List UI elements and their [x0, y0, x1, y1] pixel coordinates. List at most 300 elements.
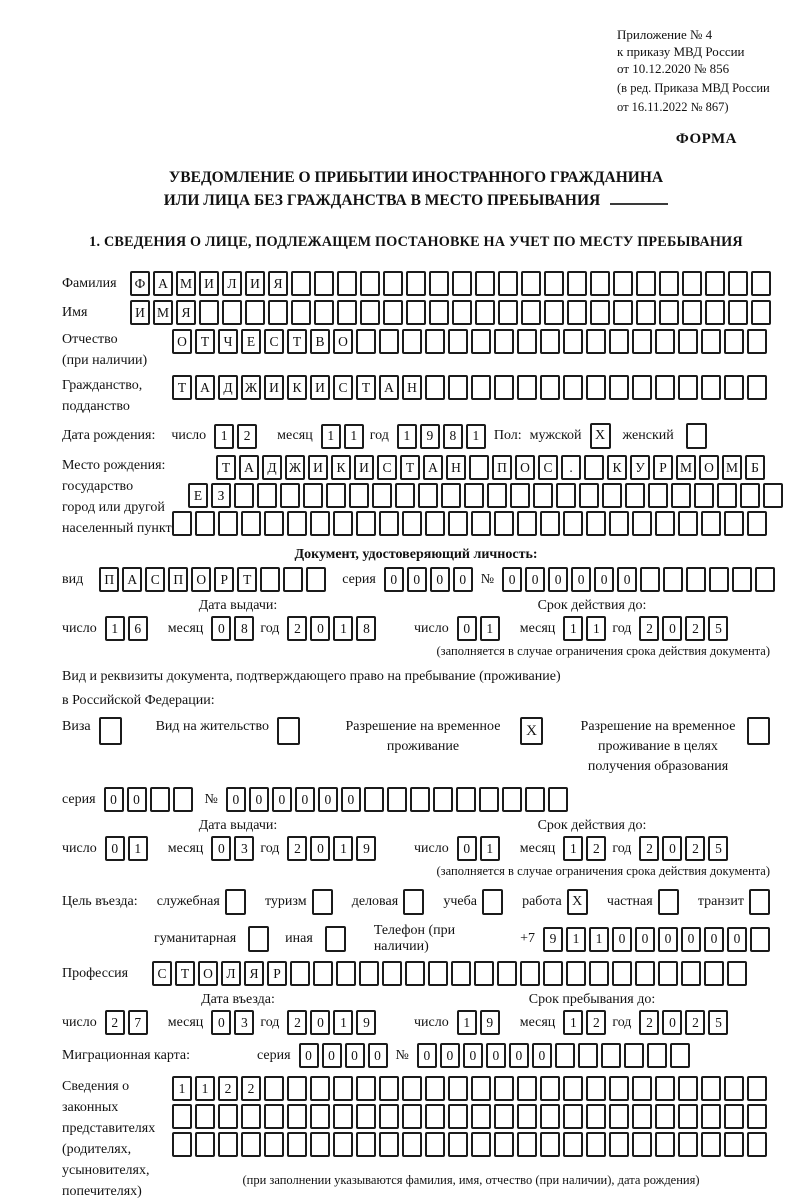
purpose-other-checkbox[interactable] — [325, 926, 346, 952]
form-cell[interactable]: 2 — [237, 424, 257, 449]
form-cell[interactable]: 0 — [295, 787, 315, 812]
form-cell[interactable] — [567, 271, 587, 296]
form-cell[interactable] — [314, 271, 334, 296]
form-cell[interactable] — [425, 511, 445, 536]
form-cell[interactable]: М — [722, 455, 742, 480]
form-cell[interactable]: Т — [195, 329, 215, 354]
form-cell[interactable] — [452, 271, 472, 296]
form-cell[interactable] — [755, 567, 775, 592]
form-cell[interactable] — [701, 1076, 721, 1101]
form-cell[interactable] — [635, 961, 655, 986]
form-cell[interactable]: 2 — [241, 1076, 261, 1101]
form-cell[interactable] — [701, 1132, 721, 1157]
form-cell[interactable] — [173, 787, 193, 812]
form-cell[interactable] — [356, 329, 376, 354]
form-cell[interactable]: З — [211, 483, 231, 508]
form-cell[interactable]: 0 — [463, 1043, 483, 1068]
form-cell[interactable]: И — [308, 455, 328, 480]
form-cell[interactable] — [172, 1104, 192, 1129]
form-cell[interactable] — [452, 300, 472, 325]
form-cell[interactable] — [625, 483, 645, 508]
form-cell[interactable] — [747, 329, 767, 354]
form-cell[interactable] — [681, 961, 701, 986]
form-cell[interactable] — [425, 1132, 445, 1157]
form-cell[interactable]: Ж — [241, 375, 261, 400]
form-cell[interactable] — [356, 1132, 376, 1157]
form-cell[interactable]: 1 — [333, 836, 353, 861]
form-cell[interactable] — [475, 300, 495, 325]
form-cell[interactable]: 0 — [345, 1043, 365, 1068]
form-cell[interactable] — [670, 1043, 690, 1068]
form-cell[interactable] — [728, 300, 748, 325]
form-cell[interactable] — [613, 300, 633, 325]
form-cell[interactable]: 0 — [635, 927, 655, 952]
form-cell[interactable] — [494, 375, 514, 400]
form-cell[interactable]: 2 — [218, 1076, 238, 1101]
form-cell[interactable] — [402, 1104, 422, 1129]
form-cell[interactable] — [525, 787, 545, 812]
form-cell[interactable]: 0 — [594, 567, 614, 592]
form-cell[interactable] — [448, 1076, 468, 1101]
form-cell[interactable]: М — [676, 455, 696, 480]
form-cell[interactable]: А — [122, 567, 142, 592]
form-cell[interactable] — [694, 483, 714, 508]
form-cell[interactable]: А — [153, 271, 173, 296]
form-cell[interactable]: С — [145, 567, 165, 592]
form-cell[interactable]: 7 — [128, 1010, 148, 1035]
form-cell[interactable]: 0 — [384, 567, 404, 592]
form-cell[interactable]: У — [630, 455, 650, 480]
form-cell[interactable] — [750, 927, 770, 952]
form-cell[interactable]: Н — [446, 455, 466, 480]
form-cell[interactable] — [494, 329, 514, 354]
form-cell[interactable]: Я — [268, 271, 288, 296]
form-cell[interactable] — [747, 511, 767, 536]
form-cell[interactable]: 0 — [548, 567, 568, 592]
form-cell[interactable] — [336, 961, 356, 986]
form-cell[interactable] — [333, 511, 353, 536]
form-cell[interactable] — [241, 1104, 261, 1129]
form-cell[interactable] — [382, 961, 402, 986]
form-cell[interactable] — [517, 1104, 537, 1129]
form-cell[interactable]: Т — [356, 375, 376, 400]
form-cell[interactable] — [632, 511, 652, 536]
form-cell[interactable] — [303, 483, 323, 508]
form-cell[interactable] — [479, 787, 499, 812]
form-cell[interactable]: 8 — [234, 616, 254, 641]
form-cell[interactable] — [602, 483, 622, 508]
form-cell[interactable] — [751, 300, 771, 325]
form-cell[interactable] — [632, 1104, 652, 1129]
form-cell[interactable] — [222, 300, 242, 325]
form-cell[interactable] — [724, 375, 744, 400]
form-cell[interactable]: О — [191, 567, 211, 592]
form-cell[interactable] — [425, 1104, 445, 1129]
form-cell[interactable] — [701, 329, 721, 354]
form-cell[interactable] — [586, 1132, 606, 1157]
form-cell[interactable] — [218, 511, 238, 536]
form-cell[interactable] — [333, 1076, 353, 1101]
form-cell[interactable]: Р — [214, 567, 234, 592]
form-cell[interactable] — [502, 787, 522, 812]
form-cell[interactable] — [379, 1132, 399, 1157]
form-cell[interactable]: 1 — [333, 616, 353, 641]
form-cell[interactable] — [648, 483, 668, 508]
form-cell[interactable] — [474, 961, 494, 986]
form-cell[interactable] — [406, 271, 426, 296]
form-cell[interactable] — [448, 511, 468, 536]
form-cell[interactable]: 0 — [658, 927, 678, 952]
form-cell[interactable] — [671, 483, 691, 508]
form-cell[interactable]: 0 — [407, 567, 427, 592]
form-cell[interactable] — [257, 483, 277, 508]
form-cell[interactable] — [563, 375, 583, 400]
form-cell[interactable] — [387, 787, 407, 812]
form-cell[interactable]: 1 — [214, 424, 234, 449]
form-cell[interactable] — [520, 961, 540, 986]
form-cell[interactable] — [218, 1104, 238, 1129]
form-cell[interactable]: С — [538, 455, 558, 480]
form-cell[interactable] — [747, 1132, 767, 1157]
form-cell[interactable]: Е — [188, 483, 208, 508]
form-cell[interactable]: И — [354, 455, 374, 480]
form-cell[interactable] — [632, 375, 652, 400]
form-cell[interactable] — [543, 961, 563, 986]
form-cell[interactable]: 1 — [457, 1010, 477, 1035]
form-cell[interactable] — [448, 375, 468, 400]
form-cell[interactable]: И — [264, 375, 284, 400]
form-cell[interactable] — [497, 961, 517, 986]
form-cell[interactable]: И — [245, 271, 265, 296]
form-cell[interactable]: Т — [175, 961, 195, 986]
form-cell[interactable] — [563, 329, 583, 354]
form-cell[interactable]: 0 — [612, 927, 632, 952]
form-cell[interactable]: 1 — [563, 616, 583, 641]
form-cell[interactable] — [517, 1132, 537, 1157]
form-cell[interactable] — [517, 329, 537, 354]
form-cell[interactable] — [540, 1132, 560, 1157]
form-cell[interactable] — [678, 1104, 698, 1129]
form-cell[interactable] — [544, 300, 564, 325]
form-cell[interactable] — [678, 511, 698, 536]
form-cell[interactable]: 0 — [727, 927, 747, 952]
form-cell[interactable]: М — [176, 271, 196, 296]
form-cell[interactable]: Т — [287, 329, 307, 354]
form-cell[interactable] — [241, 1132, 261, 1157]
form-cell[interactable] — [747, 1104, 767, 1129]
form-cell[interactable]: 1 — [466, 424, 486, 449]
form-cell[interactable]: 0 — [105, 836, 125, 861]
form-cell[interactable]: 3 — [234, 1010, 254, 1035]
form-cell[interactable]: 2 — [685, 836, 705, 861]
form-cell[interactable] — [337, 271, 357, 296]
form-cell[interactable]: 0 — [704, 927, 724, 952]
form-cell[interactable] — [609, 1132, 629, 1157]
form-cell[interactable] — [428, 961, 448, 986]
gender-female-checkbox[interactable] — [686, 423, 707, 449]
form-cell[interactable]: Т — [216, 455, 236, 480]
form-cell[interactable]: 0 — [457, 836, 477, 861]
form-cell[interactable] — [260, 567, 280, 592]
purpose-work-checkbox[interactable]: X — [567, 889, 588, 915]
form-cell[interactable] — [609, 329, 629, 354]
form-cell[interactable] — [544, 271, 564, 296]
form-cell[interactable] — [590, 271, 610, 296]
form-cell[interactable]: . — [561, 455, 581, 480]
form-cell[interactable]: А — [239, 455, 259, 480]
form-cell[interactable] — [632, 329, 652, 354]
form-cell[interactable]: 0 — [486, 1043, 506, 1068]
form-cell[interactable] — [567, 300, 587, 325]
form-cell[interactable] — [360, 300, 380, 325]
form-cell[interactable]: 5 — [708, 616, 728, 641]
form-cell[interactable] — [584, 455, 604, 480]
form-cell[interactable] — [556, 483, 576, 508]
form-cell[interactable] — [359, 961, 379, 986]
form-cell[interactable] — [663, 567, 683, 592]
form-cell[interactable] — [586, 511, 606, 536]
form-cell[interactable] — [425, 375, 445, 400]
form-cell[interactable]: 0 — [272, 787, 292, 812]
purpose-humanitarian-checkbox[interactable] — [248, 926, 269, 952]
form-cell[interactable]: 2 — [287, 1010, 307, 1035]
form-cell[interactable] — [268, 300, 288, 325]
form-cell[interactable]: 0 — [430, 567, 450, 592]
form-cell[interactable] — [425, 1076, 445, 1101]
form-cell[interactable] — [451, 961, 471, 986]
form-cell[interactable]: 9 — [356, 836, 376, 861]
form-cell[interactable]: 0 — [532, 1043, 552, 1068]
form-cell[interactable] — [172, 1132, 192, 1157]
form-cell[interactable]: 2 — [287, 616, 307, 641]
form-cell[interactable]: 0 — [617, 567, 637, 592]
form-cell[interactable] — [218, 1132, 238, 1157]
form-cell[interactable] — [640, 567, 660, 592]
form-cell[interactable] — [471, 1132, 491, 1157]
form-cell[interactable] — [241, 511, 261, 536]
form-cell[interactable] — [747, 375, 767, 400]
form-cell[interactable] — [655, 1104, 675, 1129]
form-cell[interactable]: 2 — [639, 1010, 659, 1035]
form-cell[interactable] — [717, 483, 737, 508]
form-cell[interactable]: Т — [400, 455, 420, 480]
form-cell[interactable]: 1 — [333, 1010, 353, 1035]
form-cell[interactable]: 0 — [249, 787, 269, 812]
form-cell[interactable] — [287, 1132, 307, 1157]
form-cell[interactable] — [356, 1104, 376, 1129]
form-cell[interactable]: 9 — [420, 424, 440, 449]
form-cell[interactable]: 0 — [211, 1010, 231, 1035]
form-cell[interactable]: Ж — [285, 455, 305, 480]
form-cell[interactable]: И — [130, 300, 150, 325]
form-cell[interactable] — [310, 1104, 330, 1129]
form-cell[interactable] — [456, 787, 476, 812]
form-cell[interactable]: 0 — [662, 616, 682, 641]
form-cell[interactable] — [402, 511, 422, 536]
form-cell[interactable] — [326, 483, 346, 508]
form-cell[interactable] — [704, 961, 724, 986]
form-cell[interactable] — [471, 1104, 491, 1129]
form-cell[interactable]: 1 — [480, 836, 500, 861]
form-cell[interactable]: 0 — [226, 787, 246, 812]
form-cell[interactable]: К — [331, 455, 351, 480]
form-cell[interactable]: 6 — [128, 616, 148, 641]
form-cell[interactable]: П — [168, 567, 188, 592]
form-cell[interactable] — [724, 1132, 744, 1157]
form-cell[interactable] — [433, 787, 453, 812]
form-cell[interactable]: 1 — [128, 836, 148, 861]
form-cell[interactable] — [540, 1104, 560, 1129]
form-cell[interactable] — [264, 1104, 284, 1129]
form-cell[interactable]: Д — [262, 455, 282, 480]
form-cell[interactable] — [747, 1076, 767, 1101]
form-cell[interactable]: 9 — [356, 1010, 376, 1035]
form-cell[interactable]: А — [379, 375, 399, 400]
form-cell[interactable] — [448, 329, 468, 354]
form-cell[interactable] — [287, 1104, 307, 1129]
form-cell[interactable] — [732, 567, 752, 592]
form-cell[interactable]: 2 — [287, 836, 307, 861]
form-cell[interactable] — [563, 1104, 583, 1129]
form-cell[interactable] — [372, 483, 392, 508]
form-cell[interactable] — [586, 1076, 606, 1101]
form-cell[interactable] — [471, 329, 491, 354]
form-cell[interactable]: 0 — [571, 567, 591, 592]
form-cell[interactable] — [609, 511, 629, 536]
form-cell[interactable] — [647, 1043, 667, 1068]
form-cell[interactable] — [498, 300, 518, 325]
form-cell[interactable] — [310, 1132, 330, 1157]
form-cell[interactable]: 0 — [525, 567, 545, 592]
form-cell[interactable] — [763, 483, 783, 508]
purpose-study-checkbox[interactable] — [482, 889, 503, 915]
form-cell[interactable]: Л — [221, 961, 241, 986]
form-cell[interactable]: 2 — [639, 616, 659, 641]
form-cell[interactable]: Ф — [130, 271, 150, 296]
form-cell[interactable] — [313, 961, 333, 986]
form-cell[interactable] — [682, 300, 702, 325]
form-cell[interactable] — [245, 300, 265, 325]
form-cell[interactable]: 0 — [440, 1043, 460, 1068]
form-cell[interactable] — [306, 567, 326, 592]
form-cell[interactable]: 0 — [211, 616, 231, 641]
form-cell[interactable] — [724, 1104, 744, 1129]
form-cell[interactable]: П — [492, 455, 512, 480]
form-cell[interactable] — [555, 1043, 575, 1068]
form-cell[interactable] — [471, 1076, 491, 1101]
form-cell[interactable]: Р — [267, 961, 287, 986]
form-cell[interactable] — [418, 483, 438, 508]
form-cell[interactable] — [333, 1132, 353, 1157]
form-cell[interactable] — [563, 1132, 583, 1157]
form-cell[interactable]: 1 — [563, 1010, 583, 1035]
form-cell[interactable] — [578, 1043, 598, 1068]
purpose-transit-checkbox[interactable] — [749, 889, 770, 915]
form-cell[interactable] — [195, 511, 215, 536]
form-cell[interactable]: 0 — [368, 1043, 388, 1068]
form-cell[interactable] — [406, 300, 426, 325]
form-cell[interactable] — [310, 511, 330, 536]
form-cell[interactable] — [517, 1076, 537, 1101]
form-cell[interactable] — [566, 961, 586, 986]
form-cell[interactable]: 2 — [685, 1010, 705, 1035]
form-cell[interactable] — [310, 1076, 330, 1101]
form-cell[interactable]: 2 — [586, 1010, 606, 1035]
visa-checkbox[interactable] — [99, 717, 122, 745]
form-cell[interactable] — [548, 787, 568, 812]
form-cell[interactable]: О — [198, 961, 218, 986]
form-cell[interactable] — [586, 375, 606, 400]
form-cell[interactable]: 2 — [639, 836, 659, 861]
form-cell[interactable] — [379, 1076, 399, 1101]
form-cell[interactable] — [540, 511, 560, 536]
form-cell[interactable] — [395, 483, 415, 508]
form-cell[interactable] — [659, 271, 679, 296]
form-cell[interactable] — [517, 511, 537, 536]
form-cell[interactable] — [402, 1132, 422, 1157]
purpose-business-checkbox[interactable] — [403, 889, 424, 915]
form-cell[interactable]: Б — [745, 455, 765, 480]
form-cell[interactable] — [563, 511, 583, 536]
form-cell[interactable] — [494, 1104, 514, 1129]
form-cell[interactable] — [705, 300, 725, 325]
form-cell[interactable] — [383, 300, 403, 325]
form-cell[interactable] — [709, 567, 729, 592]
form-cell[interactable]: К — [607, 455, 627, 480]
form-cell[interactable] — [658, 961, 678, 986]
residence-permit-checkbox[interactable] — [277, 717, 300, 745]
form-cell[interactable]: 0 — [502, 567, 522, 592]
form-cell[interactable] — [724, 511, 744, 536]
form-cell[interactable]: 8 — [443, 424, 463, 449]
form-cell[interactable] — [360, 271, 380, 296]
form-cell[interactable] — [632, 1076, 652, 1101]
form-cell[interactable]: 1 — [172, 1076, 192, 1101]
form-cell[interactable]: 0 — [662, 836, 682, 861]
form-cell[interactable] — [264, 1076, 284, 1101]
form-cell[interactable] — [655, 329, 675, 354]
form-cell[interactable]: Т — [172, 375, 192, 400]
form-cell[interactable] — [405, 961, 425, 986]
form-cell[interactable] — [705, 271, 725, 296]
form-cell[interactable] — [150, 787, 170, 812]
form-cell[interactable]: Я — [244, 961, 264, 986]
form-cell[interactable] — [659, 300, 679, 325]
form-cell[interactable]: 5 — [708, 1010, 728, 1035]
form-cell[interactable] — [379, 329, 399, 354]
form-cell[interactable]: М — [153, 300, 173, 325]
form-cell[interactable] — [429, 271, 449, 296]
form-cell[interactable] — [487, 483, 507, 508]
form-cell[interactable] — [314, 300, 334, 325]
form-cell[interactable] — [291, 271, 311, 296]
form-cell[interactable] — [740, 483, 760, 508]
form-cell[interactable]: 0 — [299, 1043, 319, 1068]
form-cell[interactable] — [356, 511, 376, 536]
form-cell[interactable]: 1 — [589, 927, 609, 952]
form-cell[interactable]: 0 — [310, 1010, 330, 1035]
form-cell[interactable]: 8 — [356, 616, 376, 641]
form-cell[interactable]: 0 — [127, 787, 147, 812]
form-cell[interactable] — [609, 1104, 629, 1129]
form-cell[interactable] — [727, 961, 747, 986]
form-cell[interactable]: 2 — [105, 1010, 125, 1035]
form-cell[interactable] — [494, 1132, 514, 1157]
form-cell[interactable] — [540, 329, 560, 354]
form-cell[interactable] — [234, 483, 254, 508]
form-cell[interactable] — [540, 375, 560, 400]
temp-residence-checkbox[interactable]: X — [520, 717, 543, 745]
